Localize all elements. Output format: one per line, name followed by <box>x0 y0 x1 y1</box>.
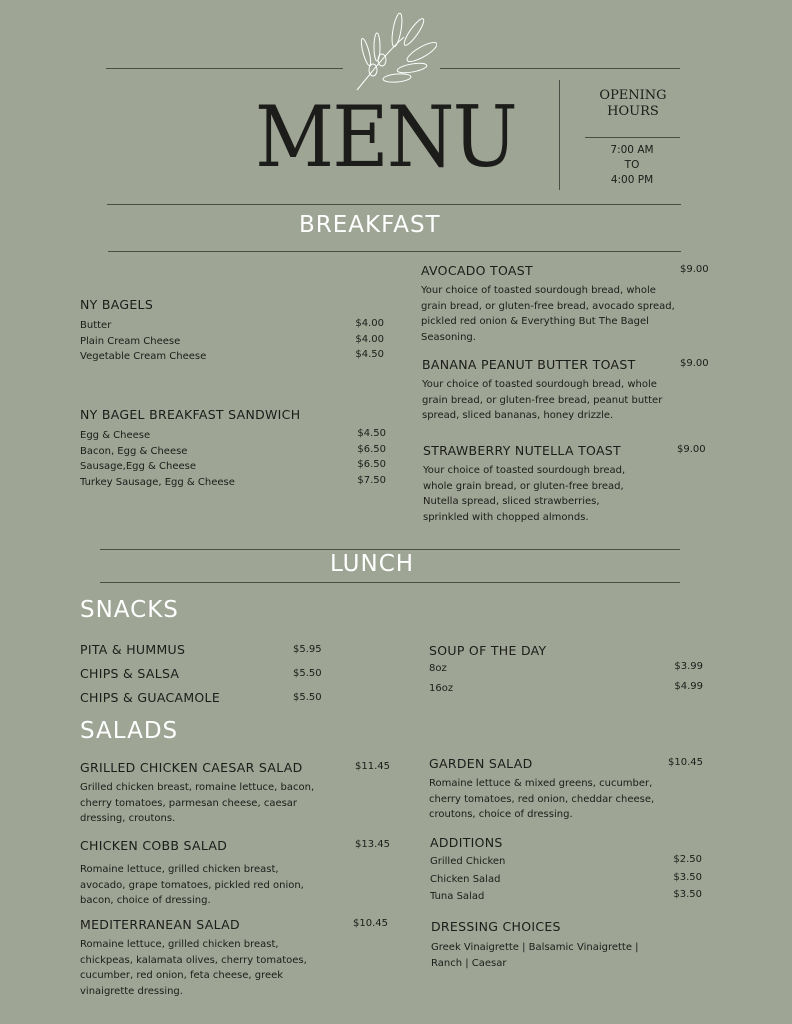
item-price: $10.45 <box>353 918 388 929</box>
menu-item <box>430 889 702 907</box>
item-price: $10.45 <box>668 757 703 768</box>
item-name: Grilled Chicken <box>430 856 506 867</box>
item-name: Tuna Salad <box>430 891 485 902</box>
item-price: $13.45 <box>355 839 390 850</box>
sandwich-list <box>80 428 386 490</box>
item-price: $4.50 <box>357 428 386 439</box>
item-description: Grilled chicken breast, romaine lettuce, bacon, cherry tomatoes, parmesan cheese, caesar dressing, croutons. <box>80 782 315 824</box>
snack-price: $5.50 <box>293 668 322 679</box>
item-description: Romaine lettuce, grilled chicken breast, avocado, grape tomatoes, pickled red onion, bacon, choice of dressing. <box>80 864 304 906</box>
item-price: $2.50 <box>673 854 702 865</box>
item-title: AVOCADO TOAST <box>421 263 533 278</box>
dressing-title: DRESSING CHOICES <box>431 919 561 934</box>
item-description: Romaine lettuce & mixed greens, cucumber, cherry tomatoes, red onion, cheddar cheese, croutons, choice of dressing. <box>429 778 655 820</box>
snack-name: CHIPS & GUACAMOLE <box>80 690 221 705</box>
item-name: Sausage,Egg & Cheese <box>80 461 196 472</box>
salads-heading: SALADS <box>80 718 179 744</box>
ny-bagels-title: NY BAGELS <box>80 297 154 312</box>
sandwich-title: NY BAGEL BREAKFAST SANDWICH <box>80 407 301 422</box>
additions-list <box>430 854 702 907</box>
menu-item <box>80 428 386 444</box>
item-price: $6.50 <box>357 459 386 470</box>
item-description: Your choice of toasted sourdough bread, whole grain bread, or gluten-free bread, Nutella spread, sliced strawberries, sprinkled with chopped almonds. <box>423 465 626 523</box>
item-title: GRILLED CHICKEN CAESAR SALAD <box>80 760 303 775</box>
snack-name: CHIPS & SALSA <box>80 666 180 681</box>
menu-item <box>80 475 386 491</box>
item-name: Plain Cream Cheese <box>80 335 181 347</box>
item-price: $9.00 <box>677 444 706 455</box>
item-description: Your choice of toasted sourdough bread, whole grain bread, or gluten-free bread, avocado spread, pickled red onion & Everything But The Bagel Seasoning. <box>421 285 675 343</box>
item-price: $7.50 <box>357 474 386 486</box>
item-description: Your choice of toasted sourdough bread, whole grain bread, or gluten-free bread, peanut butter spread, sliced bananas, honey drizzle. <box>422 379 663 421</box>
menu-item <box>430 854 702 872</box>
snack-price: $5.50 <box>293 692 322 703</box>
item-name: Egg & Cheese <box>80 430 151 441</box>
breakfast-heading: BREAKFAST <box>299 212 441 238</box>
item-price: $6.50 <box>357 443 386 455</box>
item-title: STRAWBERRY NUTELLA TOAST <box>423 443 621 458</box>
opening-hours: 7:00 AM TO 4:00 PM <box>610 144 654 186</box>
item-name: Butter <box>80 320 112 331</box>
snack-price: $5.95 <box>293 644 322 655</box>
item-title: CHICKEN COBB SALAD <box>80 838 228 853</box>
item-name: Vegetable Cream Cheese <box>80 351 207 362</box>
additions-title: ADDITIONS <box>430 835 503 850</box>
lunch-heading: LUNCH <box>330 551 415 577</box>
bagel-list <box>80 318 384 365</box>
item-price: $4.99 <box>674 681 703 692</box>
item-name: Bacon, Egg & Cheese <box>80 445 188 457</box>
hours-label: OPENING HOURS <box>599 88 667 119</box>
snack-name: PITA & HUMMUS <box>80 642 186 657</box>
menu-item <box>80 334 384 350</box>
item-title: MEDITERRANEAN SALAD <box>80 917 240 932</box>
menu-item <box>80 349 384 365</box>
olive-branch-icon <box>352 12 437 92</box>
item-name: Chicken Salad <box>430 873 501 885</box>
item-description: Romaine lettuce, grilled chicken breast, chickpeas, kalamata olives, cherry tomatoes, cucumber, red onion, feta cheese, greek vinaigrette dressing. <box>80 939 307 997</box>
item-name: 16oz <box>429 683 454 694</box>
item-title: GARDEN SALAD <box>429 756 533 771</box>
item-title: BANANA PEANUT BUTTER TOAST <box>422 357 636 372</box>
item-price: $3.99 <box>674 661 703 672</box>
menu-item <box>429 681 703 701</box>
snacks-heading: SNACKS <box>80 597 179 623</box>
item-price: $4.50 <box>355 349 384 360</box>
item-price: $9.00 <box>680 358 709 369</box>
menu-item <box>429 661 703 681</box>
item-name: 8oz <box>429 663 447 674</box>
item-name: Turkey Sausage, Egg & Cheese <box>80 476 235 488</box>
item-price: $4.00 <box>355 333 384 345</box>
dressing-text: Greek Vinaigrette | Balsamic Vinaigrette | Ranch | Caesar <box>431 942 639 969</box>
soup-title: SOUP OF THE DAY <box>429 643 547 658</box>
menu-item <box>430 872 702 890</box>
menu-title: MENU <box>255 88 516 186</box>
item-price: $9.00 <box>680 264 709 275</box>
menu-item <box>80 318 384 334</box>
item-price: $11.45 <box>355 761 390 772</box>
item-price: $3.50 <box>673 871 702 883</box>
item-price: $3.50 <box>673 889 702 900</box>
item-price: $4.00 <box>355 318 384 329</box>
menu-item <box>80 459 386 475</box>
soup-list <box>429 661 703 701</box>
menu-item <box>80 444 386 460</box>
